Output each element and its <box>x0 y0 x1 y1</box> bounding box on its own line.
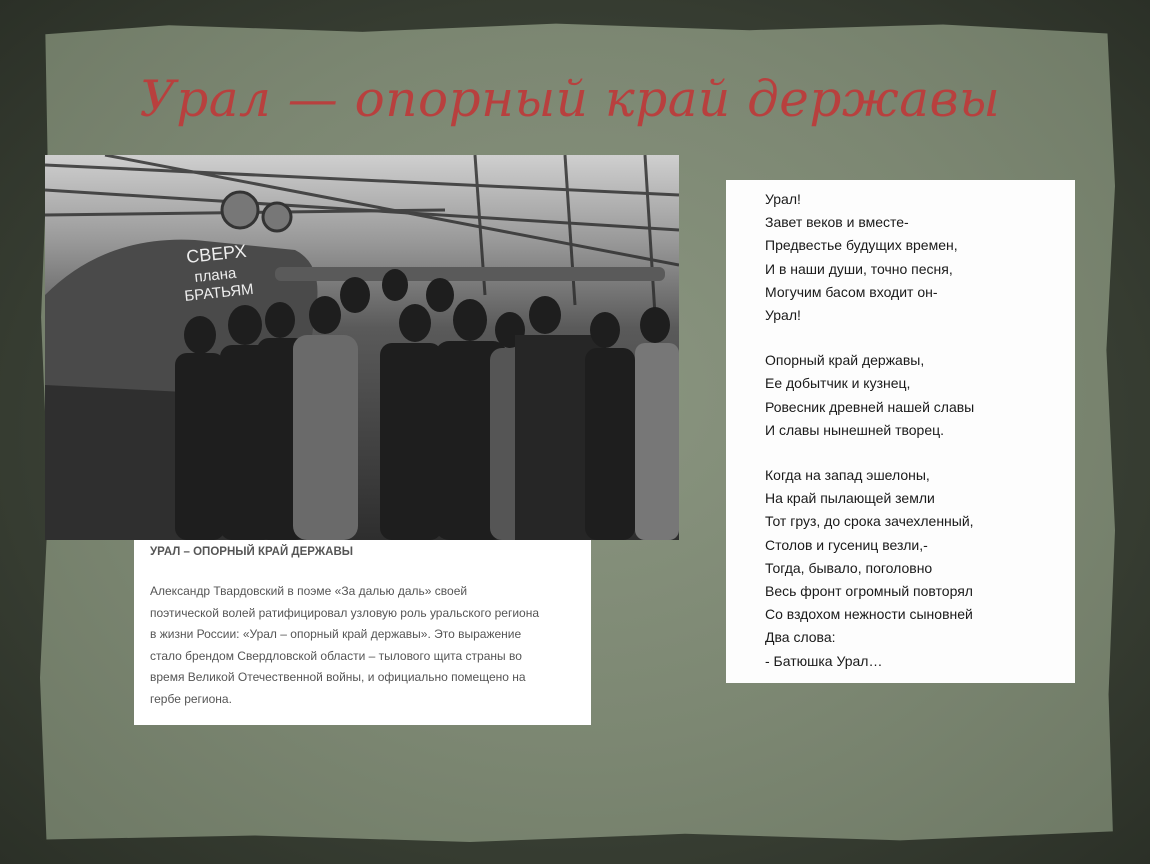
poem-line: Ее добытчик и кузнец, <box>765 375 911 392</box>
photo-illustration <box>45 155 679 540</box>
poem-line: Столов и гусениц везли,- <box>765 536 928 553</box>
caption-line: стало брендом Свердловской области – тылового щита страны во <box>150 648 522 663</box>
tank-inscription-line-2: плана <box>193 264 238 286</box>
poem-line: Тот груз, до срока зачехленный, <box>765 513 974 530</box>
caption-line: гербе региона. <box>150 691 232 706</box>
caption-heading: УРАЛ – ОПОРНЫЙ КРАЙ ДЕРЖАВЫ <box>150 546 354 558</box>
caption-line: поэтической волей ратифицировал узловую роль уральского региона <box>150 605 539 620</box>
poem-line: И славы нынешней творец. <box>765 421 945 438</box>
poem-line: Опорный край державы, <box>765 352 925 369</box>
stanza-spacer <box>765 442 1065 464</box>
poem-line: Завет веков и вместе- <box>765 214 909 231</box>
tank-inscription-line-1: СВЕРХ <box>185 240 248 267</box>
poem-line: Тогда, бывало, поголовно <box>765 559 933 576</box>
stanza-spacer <box>765 327 1065 349</box>
poem-line: - Батюшка Урал… <box>765 652 883 669</box>
poem-panel <box>726 180 1075 683</box>
poem-line: На край пылающей земли <box>765 490 935 507</box>
slide-title: Урал — опорный край державы <box>139 70 1001 128</box>
caption-line: Александр Твардовский в поэме «За далью даль» своей <box>150 584 468 598</box>
poem-line: Предвестье будущих времен, <box>765 237 958 254</box>
poem-line: Могучим басом входит он- <box>765 283 938 300</box>
poem-line: Ровесник древней нашей славы <box>765 398 975 415</box>
poem-line: И в наши души, точно песня, <box>765 260 953 277</box>
poem-stanza-2 <box>765 349 1065 442</box>
poem-line: Урал! <box>765 191 801 207</box>
poem-line: Два слова: <box>765 629 836 646</box>
caption-line: в жизни России: «Урал – опорный край державы». Это выражение <box>150 627 522 641</box>
poem-line: Когда на запад эшелоны, <box>765 467 930 484</box>
poem-line: Весь фронт огромный повторял <box>765 583 973 600</box>
poem-stanza-1 <box>765 188 1065 327</box>
caption-panel <box>134 540 591 725</box>
poem-line: Урал! <box>765 307 801 324</box>
tank-inscription-line-3: БРАТЬЯМ <box>183 280 255 305</box>
poem-line: Со вздохом нежности сыновней <box>765 606 973 623</box>
caption-line: время Великой Отечественной войны, и официально помещено на <box>150 670 526 684</box>
poem-stanza-3 <box>765 464 1065 673</box>
historical-photo <box>45 155 679 540</box>
caption-body <box>150 581 577 710</box>
